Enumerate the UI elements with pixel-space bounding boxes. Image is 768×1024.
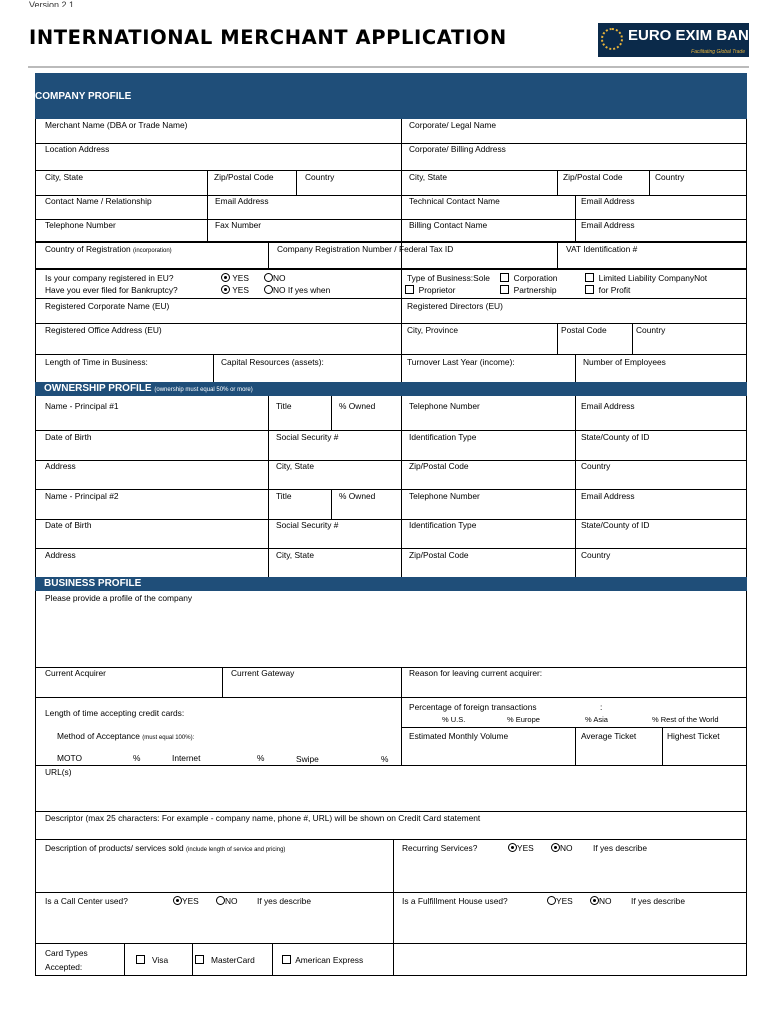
- grid-line: [557, 170, 558, 195]
- principal1-address-field[interactable]: Address: [45, 461, 76, 471]
- checkbox-icon[interactable]: [282, 955, 291, 964]
- principal1-ssn-field[interactable]: Social Security #: [276, 432, 339, 442]
- business-profile-heading: BUSINESS PROFILE: [44, 578, 142, 589]
- visa-option[interactable]: Visa: [136, 955, 168, 965]
- radio-selected-icon[interactable]: [508, 843, 517, 852]
- grid-line: [213, 354, 214, 382]
- swipe-pct-field[interactable]: %: [381, 754, 389, 764]
- city-state-field[interactable]: City, State: [45, 172, 84, 182]
- checkbox-icon[interactable]: [195, 955, 204, 964]
- fulfillment-describe-field[interactable]: If yes describe: [631, 896, 685, 906]
- checkbox-icon[interactable]: [585, 285, 594, 294]
- company-profile-textarea[interactable]: Please provide a profile of the company: [45, 593, 193, 603]
- llc-option[interactable]: Limited Liability CompanyNot: [585, 273, 707, 283]
- company-registration-number-field[interactable]: Company Registration Number / Federal Tax ID: [277, 244, 454, 254]
- office-country-field[interactable]: Country: [636, 325, 666, 335]
- average-ticket-field[interactable]: Average Ticket: [581, 731, 637, 741]
- grid-line: [35, 430, 747, 431]
- bank-logo: [598, 23, 760, 57]
- city-province-field[interactable]: City, Province: [407, 325, 459, 335]
- radio-selected-icon[interactable]: [590, 896, 599, 905]
- technical-contact-field[interactable]: Technical Contact Name: [409, 196, 500, 206]
- products-description-field[interactable]: Description of products/ services sold (include length of service and pricing): [45, 843, 286, 853]
- radio-selected-icon[interactable]: [221, 285, 230, 294]
- grid-line: [331, 489, 332, 519]
- header-divider: [28, 66, 749, 68]
- radio-icon[interactable]: [216, 896, 225, 905]
- grid-line: [401, 396, 402, 577]
- call-center-label: Is a Call Center used?: [45, 896, 128, 906]
- recurring-describe-field[interactable]: If yes describe: [593, 843, 647, 853]
- principal2-stateid-field[interactable]: State/County of ID: [581, 520, 650, 530]
- merchant-name-field[interactable]: Merchant Name (DBA or Trade Name): [45, 120, 188, 130]
- grid-line: [35, 839, 747, 840]
- grid-line: [35, 143, 747, 144]
- grid-line: [557, 323, 558, 354]
- grid-line: [296, 170, 297, 195]
- billing-email-field[interactable]: Email Address: [581, 220, 635, 230]
- page-title: INTERNATIONAL MERCHANT APPLICATION: [29, 26, 507, 49]
- grid-line: [268, 396, 269, 577]
- grid-line: [35, 241, 747, 243]
- grid-line: [207, 170, 208, 242]
- grid-line: [35, 219, 747, 220]
- call-center-no-option[interactable]: NO: [216, 896, 238, 906]
- swipe-label: Swipe: [296, 754, 319, 764]
- internet-label: Internet: [172, 753, 201, 763]
- grid-line: [331, 396, 332, 430]
- registered-corporate-name-field[interactable]: Registered Corporate Name (EU): [45, 301, 170, 311]
- grid-line: [35, 460, 747, 461]
- principal1-idtype-field[interactable]: Identification Type: [409, 432, 477, 442]
- principal1-owned-field[interactable]: % Owned: [339, 401, 376, 411]
- grid-line: [35, 697, 747, 698]
- pct-rest-field[interactable]: % Rest of the World: [652, 715, 719, 724]
- principal1-email-field[interactable]: Email Address: [581, 401, 635, 411]
- grid-line: [35, 298, 747, 299]
- amex-option[interactable]: American Express: [282, 955, 363, 965]
- postal-code-field[interactable]: Postal Code: [561, 325, 607, 335]
- principal1-name-field[interactable]: Name - Principal #1: [45, 401, 119, 411]
- pct-asia-field[interactable]: % Asia: [585, 715, 608, 724]
- radio-icon[interactable]: [547, 896, 556, 905]
- company-profile-band: [35, 73, 747, 119]
- mastercard-option[interactable]: MasterCard: [195, 955, 255, 965]
- grid-line: [632, 323, 633, 354]
- corporate-legal-name-field[interactable]: Corporate/ Legal Name: [409, 120, 497, 130]
- internet-pct-field[interactable]: %: [257, 753, 265, 763]
- grid-line: [35, 765, 747, 766]
- principal2-country-field[interactable]: Country: [581, 550, 611, 560]
- grid-line: [575, 195, 576, 242]
- telephone-field[interactable]: Telephone Number: [45, 220, 116, 230]
- grid-line: [401, 727, 747, 728]
- fax-field[interactable]: Fax Number: [215, 220, 262, 230]
- grid-line: [557, 242, 558, 269]
- principal2-owned-field[interactable]: % Owned: [339, 491, 376, 501]
- current-acquirer-field[interactable]: Current Acquirer: [45, 668, 106, 678]
- principal1-title-field[interactable]: Title: [276, 401, 292, 411]
- grid-line: [35, 323, 747, 324]
- type-business-label: Type of Business:Sole: [407, 273, 490, 283]
- urls-field[interactable]: URL(s): [45, 767, 72, 777]
- billing-zip-field[interactable]: Zip/Postal Code: [563, 172, 623, 182]
- registered-directors-field[interactable]: Registered Directors (EU): [407, 301, 503, 311]
- grid-line: [35, 667, 747, 668]
- logo-name: EURO EXIM BANK: [628, 27, 760, 44]
- eu-registered-question: Is your company registered in EU?: [45, 273, 174, 283]
- grid-line: [192, 943, 193, 976]
- billing-city-state-field[interactable]: City, State: [409, 172, 448, 182]
- logo-tagline: Facilitating Global Trade: [691, 49, 745, 55]
- principal2-dob-field[interactable]: Date of Birth: [45, 520, 92, 530]
- technical-email-field[interactable]: Email Address: [581, 196, 635, 206]
- grid-line: [124, 943, 125, 976]
- radio-icon[interactable]: [264, 273, 273, 282]
- eu-yes-option[interactable]: YES: [221, 273, 249, 283]
- capital-resources-field[interactable]: Capital Resources (assets):: [221, 357, 324, 367]
- billing-country-field[interactable]: Country: [655, 172, 685, 182]
- recurring-yes-option[interactable]: YES: [508, 843, 534, 853]
- principal1-dob-field[interactable]: Date of Birth: [45, 432, 92, 442]
- foreign-transactions-label: Percentage of foreign transactions: [409, 702, 537, 712]
- contact-name-field[interactable]: Contact Name / Relationship: [45, 196, 152, 206]
- radio-selected-icon[interactable]: [551, 843, 560, 852]
- checkbox-icon[interactable]: [500, 285, 509, 294]
- blank-area: [394, 944, 746, 975]
- principal2-email-field[interactable]: Email Address: [581, 491, 635, 501]
- highest-ticket-field[interactable]: Highest Ticket: [667, 731, 720, 741]
- pct-us-field[interactable]: % U.S.: [442, 715, 466, 724]
- descriptor-field[interactable]: Descriptor (max 25 characters: For example - company name, phone #, URL) will be shown on Credit Card statement: [45, 813, 481, 823]
- principal2-title-field[interactable]: Title: [276, 491, 292, 501]
- grid-line: [272, 943, 273, 976]
- ownership-profile-heading: OWNERSHIP PROFILE (ownership must equal 50% or more): [44, 383, 253, 394]
- grid-line: [35, 811, 747, 812]
- card-types-label: Card Types: [45, 948, 88, 958]
- length-in-business-field[interactable]: Length of Time in Business:: [45, 357, 148, 367]
- grid-line: [575, 354, 576, 382]
- grid-line: [649, 170, 650, 195]
- grid-line: [268, 242, 269, 269]
- principal2-address-field[interactable]: Address: [45, 550, 76, 560]
- radio-selected-icon[interactable]: [221, 273, 230, 282]
- radio-icon[interactable]: [264, 285, 273, 294]
- ownership-profile-band: [35, 382, 747, 396]
- grid-line: [575, 396, 576, 577]
- checkbox-icon[interactable]: [405, 285, 414, 294]
- partnership-option[interactable]: Partnership: [500, 285, 556, 295]
- grid-line: [662, 727, 663, 765]
- bankruptcy-no-option[interactable]: NO If yes when: [264, 285, 330, 295]
- principal1-zip-field[interactable]: Zip/Postal Code: [409, 461, 469, 471]
- principal1-city-field[interactable]: City, State: [276, 461, 315, 471]
- call-center-describe-field[interactable]: If yes describe: [257, 896, 311, 906]
- checkbox-icon[interactable]: [500, 273, 509, 282]
- company-profile-heading: COMPANY PROFILE: [35, 91, 132, 102]
- checkbox-icon[interactable]: [585, 273, 594, 282]
- bankruptcy-question: Have you ever filed for Bankruptcy?: [45, 285, 178, 295]
- business-profile-band: [35, 577, 747, 591]
- country-field[interactable]: Country: [305, 172, 335, 182]
- contact-email-field[interactable]: Email Address: [215, 196, 269, 206]
- bankruptcy-yes-option[interactable]: YES: [221, 285, 249, 295]
- location-address-field[interactable]: Location Address: [45, 144, 110, 154]
- eu-no-option[interactable]: NO: [264, 273, 286, 283]
- vat-id-field[interactable]: VAT Identification #: [566, 244, 638, 254]
- grid-line: [222, 667, 223, 697]
- moto-pct-field[interactable]: %: [133, 753, 141, 763]
- checkbox-icon[interactable]: [136, 955, 145, 964]
- radio-selected-icon[interactable]: [173, 896, 182, 905]
- recurring-no-option[interactable]: NO: [551, 843, 573, 853]
- pct-europe-field[interactable]: % Europe: [507, 715, 540, 724]
- principal2-telephone-field[interactable]: Telephone Number: [409, 491, 480, 501]
- country-registration-field[interactable]: Country of Registration (incorporation): [45, 244, 172, 254]
- corporation-option[interactable]: Corporation: [500, 273, 557, 283]
- current-gateway-field[interactable]: Current Gateway: [231, 668, 295, 678]
- principal1-stateid-field[interactable]: State/County of ID: [581, 432, 650, 442]
- billing-contact-field[interactable]: Billing Contact Name: [409, 220, 488, 230]
- principal2-city-field[interactable]: City, State: [276, 550, 315, 560]
- grid-line: [35, 892, 747, 893]
- card-types-accepted-label: Accepted:: [45, 962, 83, 972]
- length-accepting-field[interactable]: Length of time accepting credit cards:: [45, 708, 185, 718]
- principal2-ssn-field[interactable]: Social Security #: [276, 520, 339, 530]
- fulfillment-yes-option[interactable]: YES: [547, 896, 573, 906]
- stars-ring-icon: [601, 28, 623, 50]
- version-label: Version 2.1: [29, 0, 75, 7]
- turnover-field[interactable]: Turnover Last Year (income):: [407, 357, 515, 367]
- grid-line: [35, 489, 747, 490]
- est-monthly-volume-field[interactable]: Estimated Monthly Volume: [409, 731, 509, 741]
- grid-line: [35, 354, 747, 355]
- method-acceptance-label: Method of Acceptance (must equal 100%):: [57, 731, 195, 741]
- proprietor-option[interactable]: Proprietor: [405, 285, 455, 295]
- reason-leaving-field[interactable]: Reason for leaving current acquirer:: [409, 668, 543, 678]
- principal2-name-field[interactable]: Name - Principal #2: [45, 491, 119, 501]
- zip-field[interactable]: Zip/Postal Code: [214, 172, 274, 182]
- grid-line: [401, 667, 402, 765]
- foreign-colon: :: [600, 702, 603, 712]
- billing-address-field[interactable]: Corporate/ Billing Address: [409, 144, 506, 154]
- principal1-country-field[interactable]: Country: [581, 461, 611, 471]
- grid-line: [393, 839, 394, 943]
- registered-office-field[interactable]: Registered Office Address (EU): [45, 325, 162, 335]
- principal2-zip-field[interactable]: Zip/Postal Code: [409, 550, 469, 560]
- grid-line: [35, 268, 747, 270]
- grid-line: [35, 548, 747, 549]
- call-center-yes-option[interactable]: YES: [173, 896, 199, 906]
- grid-line: [575, 727, 576, 765]
- recurring-services-label: Recurring Services?: [402, 843, 478, 853]
- moto-label: MOTO: [57, 753, 82, 763]
- fulfillment-no-option[interactable]: NO: [590, 896, 612, 906]
- fulfillment-label: Is a Fulfillment House used?: [402, 896, 508, 906]
- employees-field[interactable]: Number of Employees: [583, 357, 666, 367]
- principal1-telephone-field[interactable]: Telephone Number: [409, 401, 480, 411]
- grid-line: [35, 170, 747, 171]
- for-profit-option[interactable]: for Profit: [585, 285, 630, 295]
- principal2-idtype-field[interactable]: Identification Type: [409, 520, 477, 530]
